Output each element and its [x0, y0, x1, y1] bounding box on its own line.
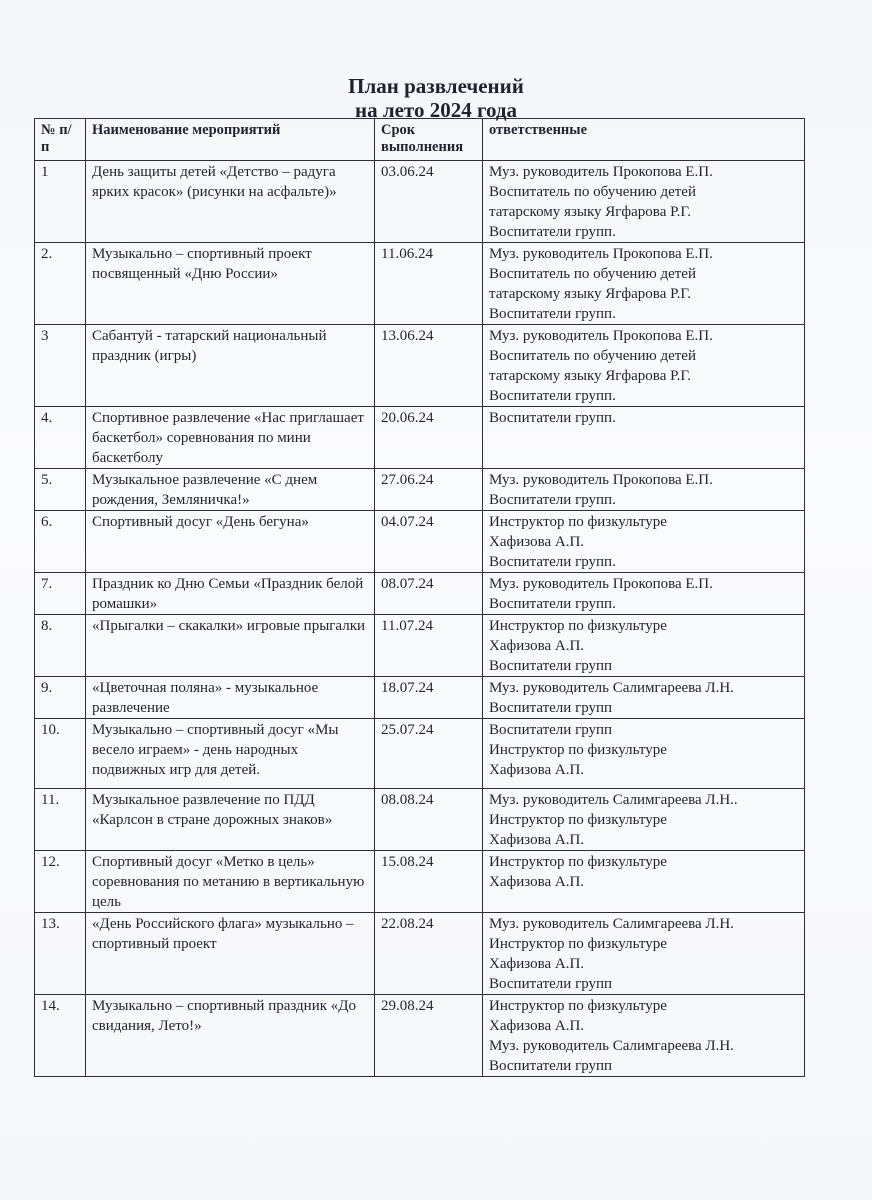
row-resp — [483, 511, 805, 573]
resp-line: Муз. руководитель Салимгареева Л.Н. — [489, 680, 734, 696]
row-date: 18.07.24 — [375, 677, 483, 719]
table-row — [35, 851, 805, 913]
header-num: № п/п — [35, 119, 86, 161]
table-row — [35, 913, 805, 995]
row-resp — [483, 995, 805, 1077]
resp-line: Хафизова А.П. — [489, 956, 585, 972]
row-num: 8. — [35, 615, 86, 677]
row-num: 7. — [35, 573, 86, 615]
table-row — [35, 325, 805, 407]
table-body — [35, 161, 805, 1077]
row-date: 25.07.24 — [375, 719, 483, 789]
row-name: Спортивное развлечение «Нас приглашает баскетбол» соревнования по мини баскетболу — [86, 407, 375, 469]
resp-line: Муз. руководитель Прокопова Е.П. — [489, 328, 713, 344]
resp-line: Инструктор по физкультуре — [489, 514, 667, 530]
resp-line: Муз. руководитель Салимгареева Л.Н. — [489, 916, 734, 932]
row-num: 2. — [35, 243, 86, 325]
header-resp: ответственные — [483, 119, 805, 161]
row-date: 11.06.24 — [375, 243, 483, 325]
row-name: «День Российского флага» музыкально – спортивный проект — [86, 913, 375, 995]
row-resp — [483, 469, 805, 511]
row-num: 5. — [35, 469, 86, 511]
row-name: Музыкальное развлечение по ПДД «Карлсон в стране дорожных знаков» — [86, 789, 375, 851]
row-resp — [483, 913, 805, 995]
row-resp — [483, 719, 805, 789]
resp-line: Муз. руководитель Салимгареева Л.Н. — [489, 1038, 734, 1054]
row-date: 15.08.24 — [375, 851, 483, 913]
row-date: 08.08.24 — [375, 789, 483, 851]
row-num: 1 — [35, 161, 86, 243]
row-resp — [483, 407, 805, 469]
table-row — [35, 469, 805, 511]
row-name: Спортивный досуг «Метко в цель» соревнования по метанию в вертикальную цель — [86, 851, 375, 913]
row-date: 03.06.24 — [375, 161, 483, 243]
table-row — [35, 615, 805, 677]
resp-line: Воспитатели групп — [489, 658, 613, 674]
resp-line: Воспитатели групп — [489, 722, 613, 738]
row-name: Музыкально – спортивный проект посвященный «Дню России» — [86, 243, 375, 325]
resp-line: Инструктор по физкультуре — [489, 854, 667, 870]
resp-line: Инструктор по физкультуре — [489, 998, 667, 1014]
header-name: Наименование мероприятий — [86, 119, 375, 161]
table-row — [35, 511, 805, 573]
row-name: Музыкальное развлечение «С днем рождения, Земляничка!» — [86, 469, 375, 511]
row-num: 6. — [35, 511, 86, 573]
resp-line: Муз. руководитель Прокопова Е.П. — [489, 246, 713, 262]
header-date: Срок выполнения — [375, 119, 483, 161]
row-num: 3 — [35, 325, 86, 407]
row-name: «Прыгалки – скакалки» игровые прыгалки — [86, 615, 375, 677]
resp-line: Хафизова А.П. — [489, 1018, 585, 1034]
resp-line: татарскому языку Ягфарова Р.Г. — [489, 368, 692, 384]
row-name: День защиты детей «Детство – радуга ярких красок» (рисунки на асфальте)» — [86, 161, 375, 243]
table-row — [35, 161, 805, 243]
document-title: План развлечений — [348, 74, 524, 98]
resp-line: Хафизова А.П. — [489, 832, 585, 848]
resp-line: татарскому языку Ягфарова Р.Г. — [489, 286, 692, 302]
row-name: Музыкально – спортивный досуг «Мы весело играем» - день народных подвижных игр для детей. — [86, 719, 375, 789]
row-date: 04.07.24 — [375, 511, 483, 573]
row-date: 13.06.24 — [375, 325, 483, 407]
table-row — [35, 789, 805, 851]
resp-line: Воспитатели групп. — [489, 306, 616, 322]
resp-line: Хафизова А.П. — [489, 534, 585, 550]
table-row — [35, 407, 805, 469]
row-resp — [483, 615, 805, 677]
table-row — [35, 677, 805, 719]
row-date: 11.07.24 — [375, 615, 483, 677]
resp-line: Воспитатель по обучению детей — [489, 184, 696, 200]
row-name: Праздник ко Дню Семьи «Праздник белой ромашки» — [86, 573, 375, 615]
resp-line: татарскому языку Ягфарова Р.Г. — [489, 204, 692, 220]
row-date: 27.06.24 — [375, 469, 483, 511]
resp-line: Воспитатели групп — [489, 976, 613, 992]
resp-line: Воспитатели групп — [489, 1058, 613, 1074]
resp-line: Хафизова А.П. — [489, 638, 585, 654]
row-num: 14. — [35, 995, 86, 1077]
row-date: 20.06.24 — [375, 407, 483, 469]
row-num: 10. — [35, 719, 86, 789]
row-num: 11. — [35, 789, 86, 851]
row-num: 13. — [35, 913, 86, 995]
resp-line: Хафизова А.П. — [489, 762, 585, 778]
row-date: 29.08.24 — [375, 995, 483, 1077]
resp-line: Воспитатели групп. — [489, 492, 616, 508]
table-row — [35, 719, 805, 789]
resp-line: Воспитатели групп. — [489, 388, 616, 404]
table-row — [35, 995, 805, 1077]
resp-line: Инструктор по физкультуре — [489, 812, 667, 828]
row-name: Спортивный досуг «День бегуна» — [86, 511, 375, 573]
table-row — [35, 573, 805, 615]
row-num: 4. — [35, 407, 86, 469]
row-name: Сабантуй - татарский национальный праздник (игры) — [86, 325, 375, 407]
resp-line: Инструктор по физкультуре — [489, 936, 667, 952]
row-resp — [483, 243, 805, 325]
row-num: 12. — [35, 851, 86, 913]
row-resp — [483, 851, 805, 913]
resp-line: Инструктор по физкультуре — [489, 618, 667, 634]
resp-line: Воспитатели групп. — [489, 554, 616, 570]
resp-line: Воспитатели групп. — [489, 596, 616, 612]
table-header-row — [35, 119, 805, 161]
row-resp — [483, 677, 805, 719]
resp-line: Хафизова А.П. — [489, 874, 585, 890]
resp-line: Воспитатель по обучению детей — [489, 348, 696, 364]
resp-line: Воспитатели групп. — [489, 224, 616, 240]
table-row — [35, 243, 805, 325]
resp-line: Инструктор по физкультуре — [489, 742, 667, 758]
row-name: Музыкально – спортивный праздник «До свидания, Лето!» — [86, 995, 375, 1077]
row-resp — [483, 789, 805, 851]
resp-line: Муз. руководитель Прокопова Е.П. — [489, 472, 713, 488]
document-subtitle: на лето 2024 года — [354, 98, 518, 122]
resp-line: Муз. руководитель Салимгареева Л.Н.. — [489, 792, 738, 808]
row-date: 22.08.24 — [375, 913, 483, 995]
resp-line: Муз. руководитель Прокопова Е.П. — [489, 576, 713, 592]
row-num: 9. — [35, 677, 86, 719]
resp-line: Муз. руководитель Прокопова Е.П. — [489, 164, 713, 180]
resp-line: Воспитатель по обучению детей — [489, 266, 696, 282]
row-resp — [483, 573, 805, 615]
row-resp — [483, 325, 805, 407]
resp-line: Воспитатели групп — [489, 700, 613, 716]
events-table — [34, 118, 805, 1077]
row-name: «Цветочная поляна» - музыкальное развлечение — [86, 677, 375, 719]
resp-line: Воспитатели групп. — [489, 410, 616, 426]
row-resp — [483, 161, 805, 243]
row-date: 08.07.24 — [375, 573, 483, 615]
